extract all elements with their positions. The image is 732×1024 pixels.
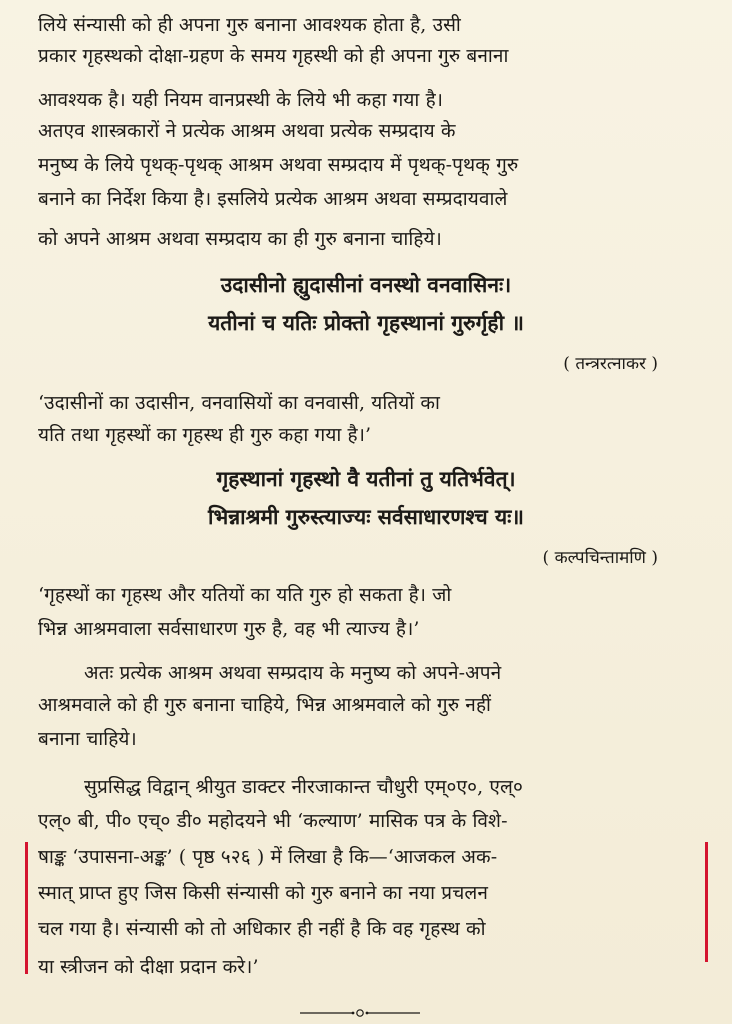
ornament-divider (300, 1008, 420, 1018)
verse-source: ( तन्त्ररत्नाकर ) (563, 354, 658, 374)
text-line: अतएव शास्त्रकारों ने प्रत्येक आश्रम अथवा प्रत्येक सम्प्रदाय के (38, 120, 456, 142)
translation-line: भिन्न आश्रमवाला सर्वसाधारण गुरु है, वह भी त्याज्य है।’ (38, 618, 420, 640)
sanskrit-verse-line: उदासीनो ह्युदासीनां वनस्थो वनवासिनः। (220, 272, 512, 297)
text-line: लिये संन्यासी को ही अपना गुरु बनाना आवश्यक होता है, उसी (38, 14, 461, 36)
text-line: एल्० बी, पी० एच्० डी० महोदयने भी ‘कल्याण’ मासिक पत्र के विशे- (38, 810, 508, 832)
text-line: आश्रमवाले को ही गुरु बनाना चाहिये, भिन्न आश्रमवाले को गुरु नहीं (38, 694, 492, 716)
translation-line: यति तथा गृहस्थों का गृहस्थ ही गुरु कहा गया है।’ (38, 424, 372, 446)
text-line: बनाना चाहिये। (38, 728, 137, 750)
text-line: प्रकार गृहस्थको दोक्षा-ग्रहण के समय गृहस्थी को ही अपना गुरु बनाना (38, 45, 509, 67)
right-margin-mark (705, 842, 708, 962)
text-line: चल गया है। संन्यासी को तो अधिकार ही नहीं है कि वह गृहस्थ को (38, 918, 486, 940)
verse-source: ( कल्पचिन्तामणि ) (542, 548, 658, 568)
sanskrit-verse-line: भिन्नाश्रमी गुरुस्त्याज्यः सर्वसाधारणश्च यः॥ (208, 504, 524, 529)
sanskrit-verse-line: गृहस्थानां गृहस्थो वै यतीनां तु यतिर्भवेत्। (216, 466, 516, 491)
text-line: बनाने का निर्देश किया है। इसलिये प्रत्येक आश्रम अथवा सम्प्रदायवाले (38, 188, 508, 210)
text-line: षाङ्क ‘उपासना-अङ्क’ ( पृष्ठ ५२६ ) में लिखा है कि—‘आजकल अक- (38, 846, 498, 868)
left-margin-mark (25, 842, 28, 974)
translation-line: ‘गृहस्थों का गृहस्थ और यतियों का यति गुरु हो सकता है। जो (38, 584, 452, 606)
sanskrit-verse-line: यतीनां च यतिः प्रोक्तो गृहस्थानां गुरुर्गृही ॥ (208, 310, 524, 335)
text-line: आवश्यक है। यही नियम वानप्रस्थी के लिये भी कहा गया है। (38, 89, 444, 111)
text-line: अतः प्रत्येक आश्रम अथवा सम्प्रदाय के मनुष्य को अपने-अपने (84, 662, 502, 684)
text-line: को अपने आश्रम अथवा सम्प्रदाय का ही गुरु बनाना चाहिये। (38, 228, 442, 250)
text-line: या स्त्रीजन को दीक्षा प्रदान करे।’ (38, 956, 259, 978)
translation-line: ‘उदासीनों का उदासीन, वनवासियों का वनवासी, यतियों का (38, 392, 440, 414)
text-line: सुप्रसिद्ध विद्वान् श्रीयुत डाक्टर नीरजाकान्त चौधुरी एम्०ए०, एल्० (84, 776, 523, 798)
text-line: स्मात् प्राप्त हुए जिस किसी संन्यासी को गुरु बनाने का नया प्रचलन (38, 882, 488, 904)
text-line: मनुष्य के लिये पृथक्-पृथक् आश्रम अथवा सम्प्रदाय में पृथक्-पृथक् गुरु (38, 154, 519, 176)
